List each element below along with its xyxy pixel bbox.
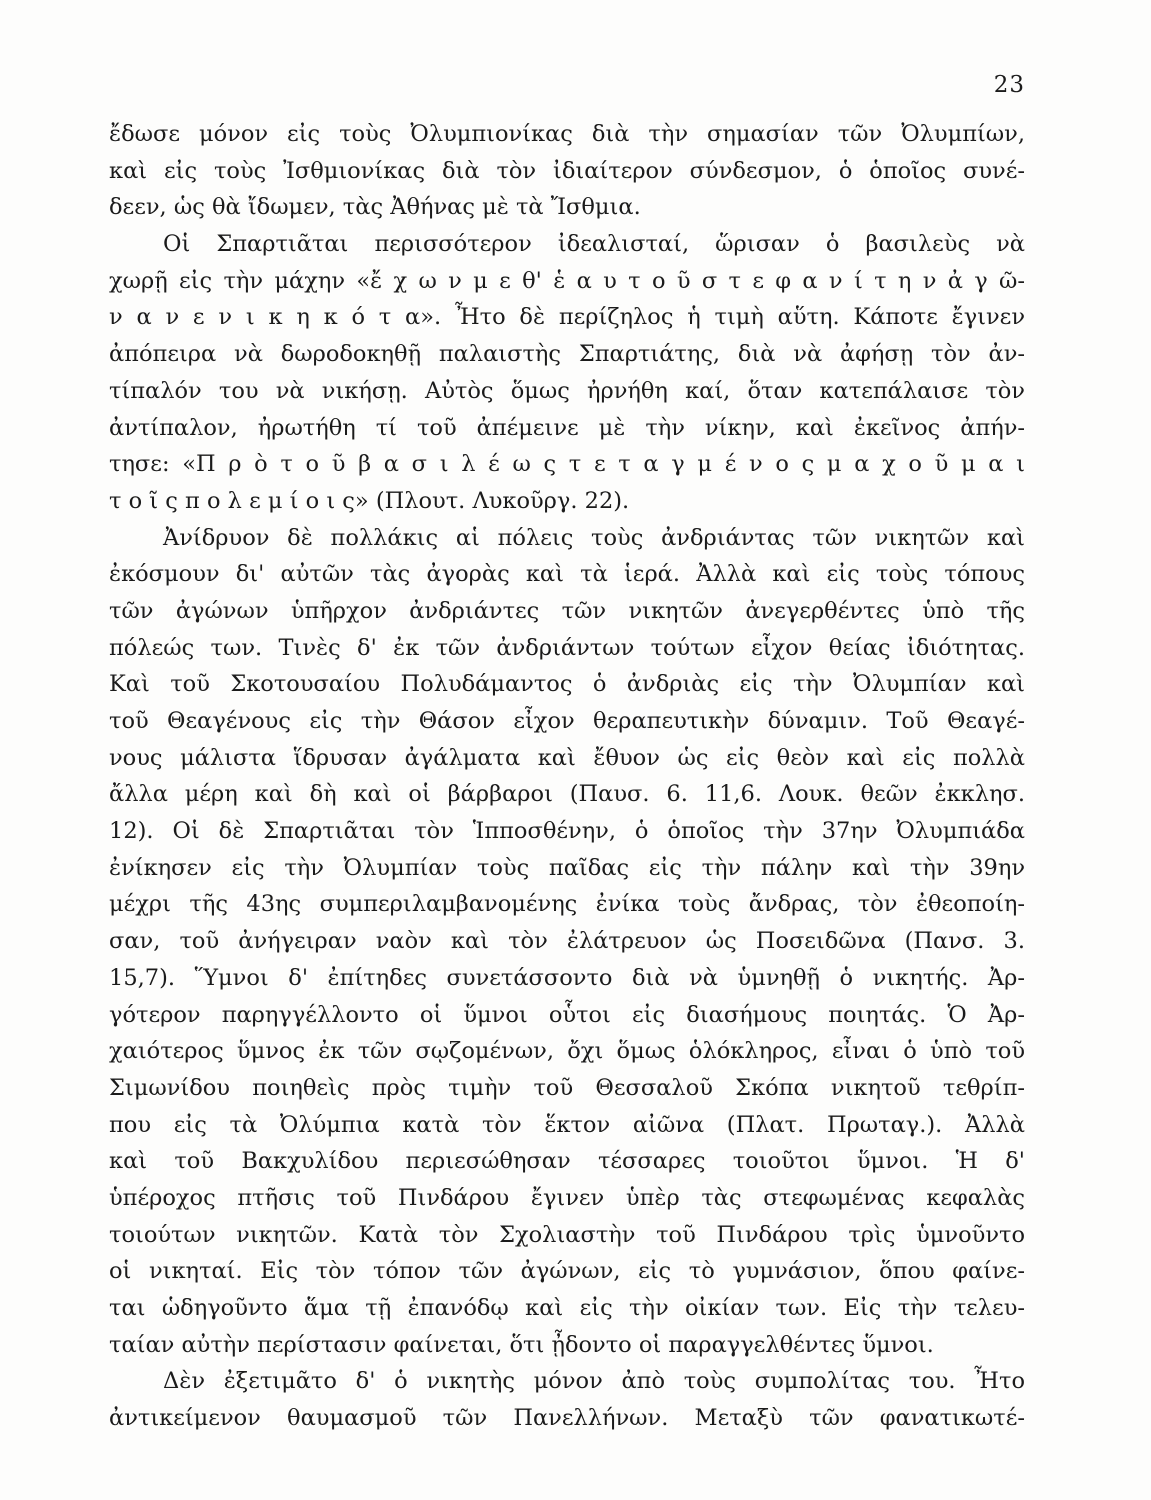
text-line: καὶ τοῦ Βακχυλίδου περιεσώθησαν τέσσαρες τοιοῦτοι ὕμνοι. Ἡ δ'	[109, 1148, 1025, 1175]
text-line: δεεν, ὡς θὰ ἴδωμεν, τὰς Ἀθήνας μὲ τὰ Ἴσθμια.	[109, 194, 641, 221]
text-line: τῶν ἀγώνων ὑπῆρχον ἀνδριάντες τῶν νικητῶν ἀνεγερθέντες ὑπὸ τῆς	[109, 597, 1025, 624]
text-line: ἄλλα μέρη καὶ δὴ καὶ οἱ βάρβαροι (Παυσ. 6. 11,6. Λουκ. θεῶν ἐκκλησ.	[109, 781, 1025, 808]
text-line: Οἱ Σπαρτιᾶται περισσότερον ἰδεαλισταί, ὥρισαν ὁ βασιλεὺς νὰ	[163, 231, 1025, 258]
text-line: μέχρι τῆς 43ης συμπεριλαμβανομένης ἐνίκα τοὺς ἄνδρας, τὸν ἐθεοποίη-	[109, 891, 1025, 918]
text-line: χαιότερος ὕμνος ἐκ τῶν σῳζομένων, ὄχι ὅμως ὁλόκληρος, εἶναι ὁ ὑπὸ τοῦ	[109, 1038, 1025, 1065]
text-line: ἀντικείμενον θαυμασμοῦ τῶν Πανελλήνων. Μεταξὺ τῶν φανατικωτέ-	[109, 1405, 1025, 1432]
text-line: πόλεώς των. Τινὲς δ' ἐκ τῶν ἀνδριάντων τούτων εἶχον θείας ἰδιότητας.	[109, 634, 1025, 661]
text-line: γότερον παρηγγέλλοντο οἱ ὕμνοι οὗτοι εἰς διασήμους ποιητάς. Ὁ Ἀρ-	[109, 1001, 1025, 1028]
text-line: 12). Οἱ δὲ Σπαρτιᾶται τὸν Ἱπποσθένην, ὁ ὁποῖος τὴν 37ην Ὀλυμπιάδα	[109, 818, 1025, 845]
text-line: νους μάλιστα ἵδρυσαν ἀγάλματα καὶ ἔθυον ὡς εἰς θεὸν καὶ εἰς πολλὰ	[109, 744, 1025, 771]
text-line: ἐνίκησεν εἰς τὴν Ὀλυμπίαν τοὺς παῖδας εἰς τὴν πάλην καὶ τὴν 39ην	[109, 854, 1025, 881]
text-line: χωρῇ εἰς τὴν μάχην «ἔ χ ω ν μ ε θ' ἑ α υ τ ο ῦ σ τ ε φ α ν ί τ η ν ἀ γ ῶ-	[109, 267, 1025, 294]
text-line: τησε: «Π ρ ὸ τ ο ῦ β α σ ι λ έ ω ς τ ε τ α γ μ έ ν ο ς μ α χ ο ῦ μ α ι	[109, 451, 1025, 478]
text-line: 15,7). Ὕμνοι δ' ἐπίτηδες συνετάσσοντο διὰ νὰ ὑμνηθῇ ὁ νικητής. Ἀρ-	[109, 964, 1025, 991]
text-line: Καὶ τοῦ Σκοτουσαίου Πολυδάμαντος ὁ ἀνδριὰς εἰς τὴν Ὀλυμπίαν καὶ	[109, 671, 1025, 698]
page-number: 23	[993, 72, 1025, 98]
text-line: οἱ νικηταί. Εἰς τὸν τόπον τῶν ἀγώνων, εἰς τὸ γυμνάσιον, ὅπου φαίνε-	[109, 1258, 1025, 1285]
text-line: ἀπόπειρα νὰ δωροδοκηθῇ παλαιστὴς Σπαρτιάτης, διὰ νὰ ἀφήσῃ τὸν ἀν-	[109, 341, 1025, 368]
text-line: Δὲν ἐξετιμᾶτο δ' ὁ νικητὴς μόνον ἀπὸ τοὺς συμπολίτας του. Ἦτο	[163, 1368, 1025, 1395]
text-line: τοῦ Θεαγένους εἰς τὴν Θάσον εἶχον θεραπευτικὴν δύναμιν. Τοῦ Θεαγέ-	[109, 708, 1025, 734]
text-line: Ἀνίδρυον δὲ πολλάκις αἱ πόλεις τοὺς ἀνδριάντας τῶν νικητῶν καὶ	[163, 524, 1025, 551]
text-line: ται ὡδηγοῦντο ἅμα τῇ ἐπανόδῳ καὶ εἰς τὴν οἰκίαν των. Εἰς τὴν τελευ-	[109, 1295, 1025, 1321]
text-line: Σιμωνίδου ποιηθεὶς πρὸς τιμὴν τοῦ Θεσσαλοῦ Σκόπα νικητοῦ τεθρίπ-	[109, 1074, 1025, 1101]
text-line: τίπαλόν του νὰ νικήσῃ. Αὐτὸς ὅμως ἠρνήθη καί, ὅταν κατεπάλαισε τὸν	[109, 377, 1025, 404]
body-text	[109, 116, 1025, 1437]
text-line: ἀντίπαλον, ἠρωτήθη τί τοῦ ἀπέμεινε μὲ τὴν νίκην, καὶ ἐκεῖνος ἀπήν-	[109, 414, 1025, 441]
text-line: τ ο ῖ ς π ο λ ε μ ί ο ι ς» (Πλουτ. Λυκοῦργ. 22).	[109, 487, 630, 514]
text-line: που εἰς τὰ Ὀλύμπια κατὰ τὸν ἕκτον αἰῶνα (Πλατ. Πρωταγ.). Ἀλλὰ	[109, 1111, 1025, 1138]
text-line: ἐκόσμουν δι' αὐτῶν τὰς ἀγορὰς καὶ τὰ ἱερά. Ἀλλὰ καὶ εἰς τοὺς τόπους	[109, 561, 1025, 588]
text-line: τοιούτων νικητῶν. Κατὰ τὸν Σχολιαστὴν τοῦ Πινδάρου τρὶς ὑμνοῦντο	[109, 1221, 1025, 1248]
text-line: ἔδωσε μόνον εἰς τοὺς Ὀλυμπιονίκας διὰ τὴν σημασίαν τῶν Ὀλυμπίων,	[109, 121, 1025, 147]
text-line: σαν, τοῦ ἀνήγειραν ναὸν καὶ τὸν ἐλάτρευον ὡς Ποσειδῶνα (Πανσ. 3.	[109, 928, 1025, 955]
text-line: καὶ εἰς τοὺς Ἰσθμιονίκας διὰ τὸν ἰδιαίτερον σύνδεσμον, ὁ ὁποῖος συνέ-	[109, 157, 1025, 184]
text-line: ν α ν ε ν ι κ η κ ό τ α». Ἦτο δὲ περίζηλος ἡ τιμὴ αὕτη. Κάποτε ἔγινεν	[109, 304, 1025, 331]
text-line: ὑπέροχος πτῆσις τοῦ Πινδάρου ἔγινεν ὑπὲρ τὰς στεφωμένας κεφαλὰς	[109, 1184, 1025, 1211]
text-line: ταίαν αὐτὴν περίστασιν φαίνεται, ὅτι ᾖδοντο οἱ παραγγελθέντες ὕμνοι.	[109, 1331, 934, 1358]
